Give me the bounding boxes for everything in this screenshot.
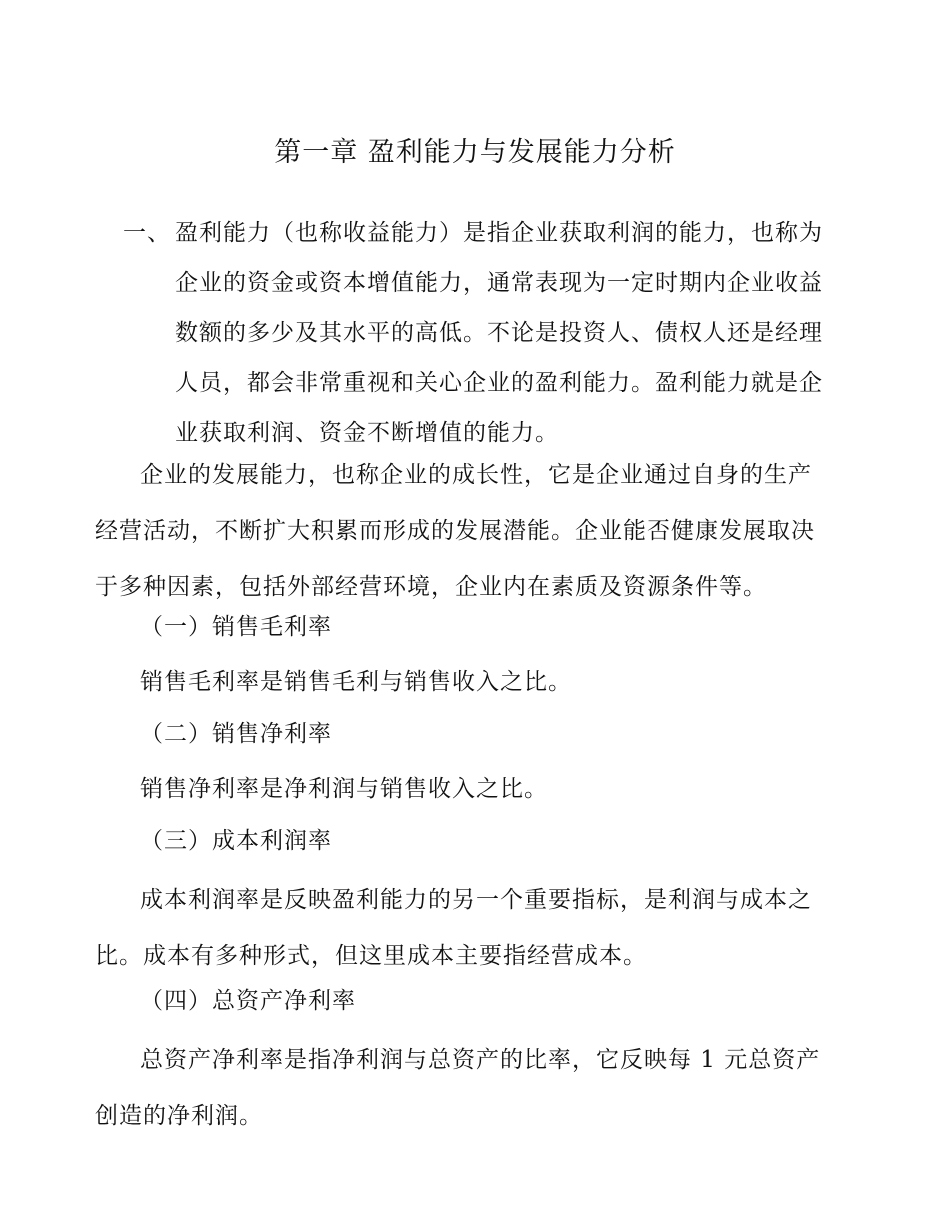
- text-line: 盈利能力（也称收益能力）是指企业获取利润的能力，也称为: [175, 220, 823, 246]
- section-heading: （一）销售毛利率: [140, 614, 332, 640]
- text-line: 于多种因素，包括外部经营环境，企业内在素质及资源条件等。: [95, 574, 767, 600]
- text-line: 人员，都会非常重视和关心企业的盈利能力。盈利能力就是企: [175, 370, 823, 396]
- list-item-profitability: [123, 208, 863, 458]
- section-text: 销售净利率是净利润与销售收入之比。: [140, 776, 548, 802]
- text-line: 业获取利润、资金不断增值的能力。: [175, 420, 559, 446]
- section-heading: （四）总资产净利率: [140, 988, 356, 1014]
- text-line: 成本利润率是反映盈利能力的另一个重要指标，是利润与成本之: [140, 887, 812, 913]
- paragraph-cost-profit: [95, 872, 855, 984]
- text-line: 企业的发展能力，也称企业的成长性，它是企业通过自身的生产: [140, 462, 812, 488]
- chapter-title: 第一章 盈利能力与发展能力分析: [274, 137, 676, 168]
- section-heading: （二）销售净利率: [140, 721, 332, 747]
- section-text: 销售毛利率是销售毛利与销售收入之比。: [140, 669, 572, 695]
- section-heading: （三）成本利润率: [140, 828, 332, 854]
- list-item-marker: 一、: [123, 220, 171, 246]
- text-line: 创造的净利润。: [95, 1103, 263, 1129]
- text-line: 数额的多少及其水平的高低。不论是投资人、债权人还是经理: [175, 320, 823, 346]
- text-line: 总资产净利率是指净利润与总资产的比率，它反映每 1 元总资产: [140, 1047, 821, 1073]
- text-line: 比。成本有多种形式，但这里成本主要指经营成本。: [95, 943, 647, 969]
- text-line: 经营活动，不断扩大积累而形成的发展潜能。企业能否健康发展取决: [95, 518, 815, 544]
- text-line: 企业的资金或资本增值能力，通常表现为一定时期内企业收益: [175, 270, 823, 296]
- list-item-body: [175, 208, 863, 458]
- paragraph-asset-return: [95, 1032, 855, 1144]
- paragraph-development: [95, 447, 855, 615]
